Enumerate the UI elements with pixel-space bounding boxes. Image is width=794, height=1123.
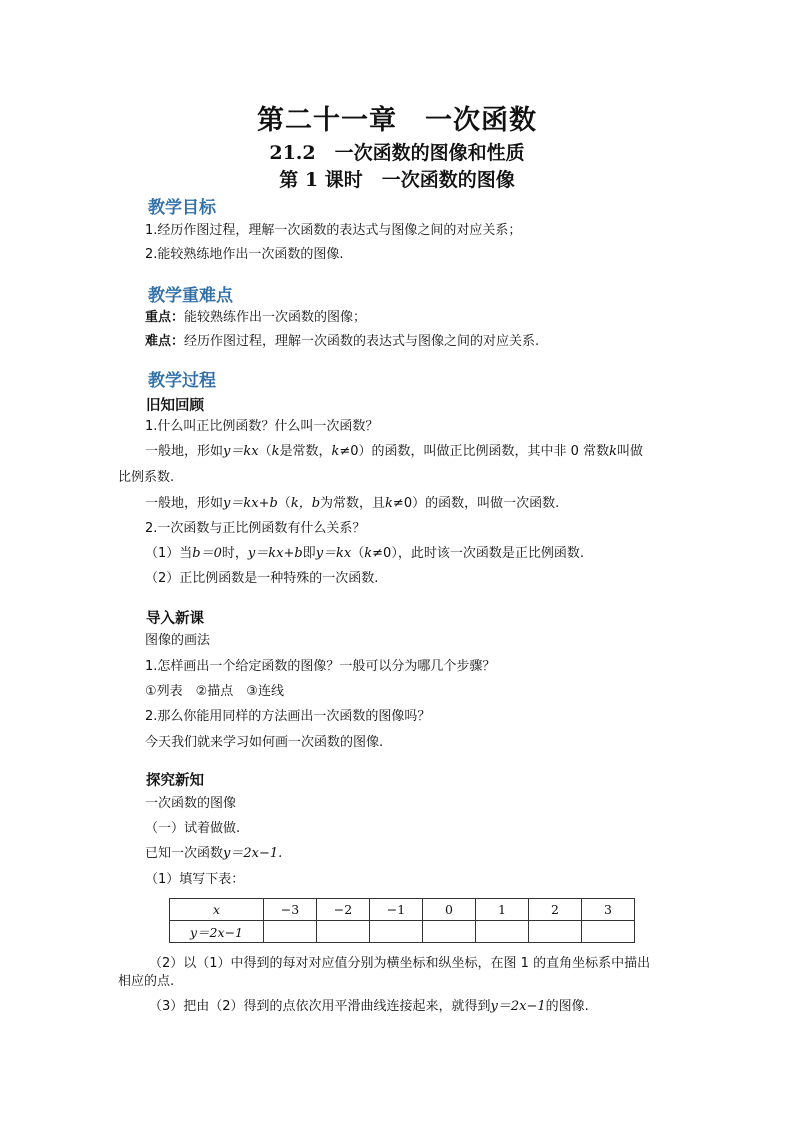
text-span: （ <box>258 444 272 459</box>
process-heading: 教学过程 <box>148 371 216 391</box>
explore-line-5a: （2）以（1）中得到的每对对应值分别为横坐标和纵坐标，在图 1 的直角坐标系中描出 <box>149 956 651 971</box>
text-span: 一般地，形如 <box>145 496 224 511</box>
text-span: 时， <box>221 546 248 561</box>
table-cell-x: −1 <box>370 899 423 921</box>
table-cell-x: 2 <box>529 899 582 921</box>
value-table <box>169 898 635 943</box>
table-cell-x: 3 <box>582 899 635 921</box>
formula: k，b <box>290 496 321 511</box>
table-cell-x: −3 <box>264 899 317 921</box>
explore-line-5b: 相应的点. <box>118 974 175 989</box>
intro-line-4: 2.那么你能用同样的方法画出一次函数的图像吗？ <box>145 709 431 724</box>
review-a1 <box>145 545 584 563</box>
text-span: ≠0），此时该一次函数是正比例函数. <box>372 546 584 561</box>
explore-line-2: （一）试着做做. <box>145 821 241 836</box>
text-span: ≠0）的函数，叫做一次函数. <box>392 496 560 511</box>
formula: y＝kx <box>223 444 259 459</box>
table-cell-y-blank[interactable] <box>317 921 370 943</box>
review-def2 <box>145 495 559 513</box>
formula: k <box>385 496 393 511</box>
difficulty-text: 经历作图过程，理解一次函数的表达式与图像之间的对应关系. <box>184 334 540 349</box>
review-def1 <box>145 443 643 461</box>
formula: y＝kx+b <box>223 496 278 511</box>
table-cell-x: 1 <box>476 899 529 921</box>
text-span: 一般地，形如 <box>145 444 224 459</box>
text-span: （3）把由（2）得到的点依次用平滑曲线连接起来，就得到 <box>149 999 491 1014</box>
table-cell-y-blank[interactable] <box>529 921 582 943</box>
focus-label: 重点： <box>145 310 185 325</box>
table-cell-x: −2 <box>317 899 370 921</box>
table-cell-x-header: x <box>170 899 264 921</box>
formula: y＝kx+b <box>247 546 303 561</box>
formula: k <box>364 546 373 561</box>
difficulty-line <box>145 333 539 351</box>
section-title: 21.2 一次函数的图像和性质 <box>269 142 525 164</box>
explore-line-4: （1）填写下表： <box>145 872 245 887</box>
intro-line-5: 今天我们就来学习如何画一次函数的图像. <box>145 735 384 750</box>
intro-line-1: 图像的画法 <box>145 633 211 648</box>
explore-heading: 探究新知 <box>146 773 204 789</box>
text-span: 的图像. <box>545 999 589 1014</box>
formula: y＝kx <box>315 546 352 561</box>
focus-text: 能较熟练作出一次函数的图像； <box>184 310 367 325</box>
focus-line <box>145 309 366 327</box>
table-cell-y-blank[interactable] <box>370 921 423 943</box>
table-cell-x: 0 <box>423 899 476 921</box>
review-q1: 1.什么叫正比例函数？什么叫一次函数？ <box>145 419 379 434</box>
review-heading: 旧知回顾 <box>146 398 204 414</box>
table-row-x <box>170 899 635 921</box>
explore-line-3 <box>145 845 282 863</box>
table-cell-y-blank[interactable] <box>264 921 317 943</box>
objectives-heading: 教学目标 <box>148 198 216 218</box>
key-points-heading: 教学重难点 <box>148 286 233 306</box>
intro-heading: 导入新课 <box>146 611 204 627</box>
text-span: 即 <box>302 546 316 561</box>
explore-line-1: 一次函数的图像 <box>145 796 237 811</box>
table-cell-y-blank[interactable] <box>476 921 529 943</box>
review-a2: （2）正比例函数是一种特殊的一次函数. <box>145 571 379 586</box>
formula: b＝0 <box>192 546 222 561</box>
formula: y＝2x−1 <box>490 999 546 1014</box>
table-row-y <box>170 921 635 943</box>
text-span: ≠0）的函数，叫做正比例函数，其中非 0 常数 <box>339 444 610 459</box>
text-span: （ <box>277 496 291 511</box>
objective-item-1: 1.经历作图过程，理解一次函数的表达式与图像之间的对应关系； <box>145 223 522 238</box>
intro-line-3: ①列表 ②描点 ③连线 <box>145 684 284 699</box>
review-q2: 2.一次函数与正比例函数有什么关系？ <box>145 521 366 536</box>
chapter-title: 第二十一章 一次函数 <box>257 105 537 136</box>
text-span: （1）当 <box>145 546 193 561</box>
table-cell-y-blank[interactable] <box>582 921 635 943</box>
text-span: 为常数，且 <box>320 496 386 511</box>
objective-item-2: 2.能较熟练地作出一次函数的图像. <box>145 247 344 262</box>
text-span: （ <box>351 546 365 561</box>
formula: k <box>271 444 280 459</box>
lesson-title: 第 1 课时 一次函数的图像 <box>279 169 515 191</box>
formula: k <box>331 444 340 459</box>
review-def1-cont: 比例系数. <box>118 470 175 485</box>
text-span: 已知一次函数 <box>145 846 224 861</box>
table-cell-y-blank[interactable] <box>423 921 476 943</box>
formula: k <box>609 444 617 459</box>
formula: y＝2x−1. <box>223 846 283 861</box>
text-span: 叫做 <box>616 444 643 459</box>
explore-line-6 <box>149 998 589 1016</box>
difficulty-label: 难点： <box>145 334 185 349</box>
table-cell-y-header: y＝2x−1 <box>170 921 264 943</box>
intro-line-2: 1.怎样画出一个给定函数的图像？一般可以分为哪几个步骤？ <box>145 659 496 674</box>
text-span: 是常数， <box>279 444 332 459</box>
